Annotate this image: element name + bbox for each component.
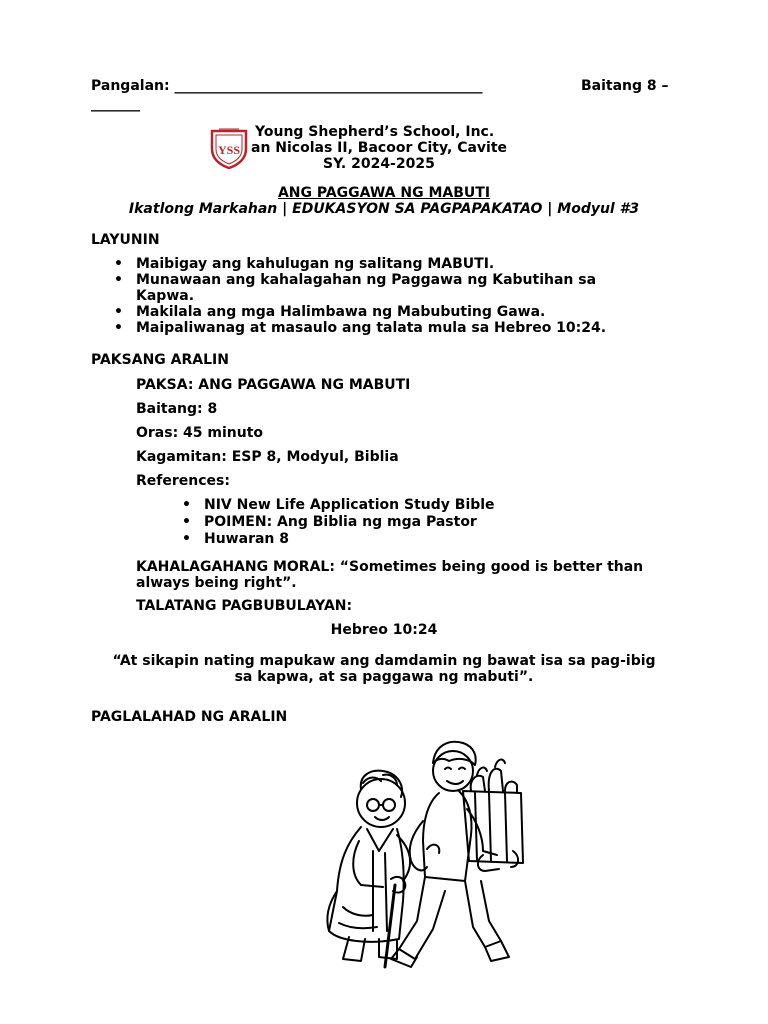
layunin-heading: LAYUNIN bbox=[91, 232, 160, 248]
school-name: Young Shepherd’s School, Inc. bbox=[255, 124, 495, 140]
paglalahad-heading: PAGLALAHAD NG ARALIN bbox=[91, 709, 288, 725]
paksa-text: PAKSA: ANG PAGGAWA NG MABUTI bbox=[136, 377, 411, 393]
school-year: SY. 2024-2025 bbox=[323, 156, 435, 172]
layunin-list bbox=[136, 256, 656, 336]
school-logo bbox=[210, 127, 248, 169]
school-address: an Nicolas II, Bacoor City, Cavite bbox=[251, 140, 508, 156]
list-item: • Maipaliwanag at masaulo ang talata mula sa Hebreo 10:24. bbox=[136, 320, 656, 336]
moral-text: KAHALAGAHANG MORAL: “Sometimes being good is better than always being right”. bbox=[136, 559, 644, 591]
list-item: • Maibigay ang kahulugan ng salitang MABUTI. bbox=[136, 256, 656, 272]
name-field-label: Pangalan: ____________________________________________ bbox=[91, 78, 483, 94]
module-title: ANG PAGGAWA NG MABUTI bbox=[277, 185, 491, 201]
verse-text: “At sikapin nating mapukaw ang damdamin ng bawat isa sa pag-ibig sa kapwa, at sa paggawa ng mabuti”. bbox=[112, 653, 656, 685]
list-item: • Makilala ang mga Halimbawa ng Mabubuting Gawa. bbox=[136, 304, 656, 320]
verse-reference: Hebreo 10:24 bbox=[330, 622, 438, 638]
list-item: • Munawaan ang kahalagahan ng Paggawa ng Kabutihan sa Kapwa. bbox=[136, 272, 636, 304]
svg-text:YSS: YSS bbox=[217, 143, 241, 157]
kagamitan-text: Kagamitan: ESP 8, Modyul, Biblia bbox=[136, 449, 399, 465]
boy-helping-grandmother-illustration bbox=[299, 731, 541, 977]
grade-blank: _______ bbox=[91, 96, 140, 112]
module-subtitle: Ikatlong Markahan | EDUKASYON SA PAGPAPAKATAO | Modyul #3 bbox=[128, 201, 640, 217]
list-item: • POIMEN: Ang Biblia ng mga Pastor bbox=[204, 514, 604, 531]
baitang-text: Baitang: 8 bbox=[136, 401, 218, 417]
grade-label: Baitang 8 – bbox=[581, 78, 669, 94]
oras-text: Oras: 45 minuto bbox=[136, 425, 264, 441]
list-item: • Huwaran 8 bbox=[204, 531, 604, 548]
references-label: References: bbox=[136, 473, 230, 489]
paksang-aralin-heading: PAKSANG ARALIN bbox=[91, 352, 229, 368]
list-item: • NIV New Life Application Study Bible bbox=[204, 497, 604, 514]
references-list bbox=[204, 497, 604, 548]
talata-label: TALATANG PAGBUBULAYAN: bbox=[136, 598, 353, 614]
